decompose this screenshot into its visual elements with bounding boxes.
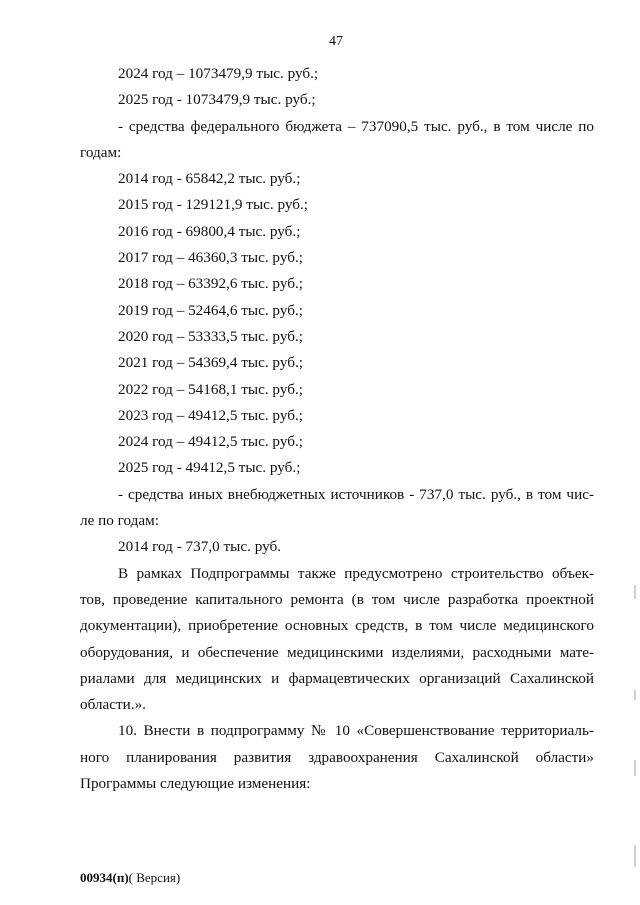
text-line: 2024 год – 1073479,9 тыс. руб.; [118,65,319,82]
text-line: 2022 год – 54168,1 тыс. руб.; [118,380,303,398]
text-line: 2014 год - 65842,2 тыс. руб.; [118,170,301,188]
text-line: 2025 год - 1073479,9 тыс. руб.; [118,91,316,109]
text-line: 2023 год – 49412,5 тыс. руб.; [118,406,303,424]
scan-edge-mark [634,760,636,776]
text-line: - средства федерального бюджета – 737090,5 тыс. руб., в том числе по [118,117,594,135]
page-number: 47 [329,34,343,49]
scan-edge-mark [634,585,636,599]
text-line: области.». [80,696,146,714]
document-body [80,61,594,797]
scan-edge-mark [634,845,636,867]
text-line: 2015 год - 129121,9 тыс. руб.; [118,196,309,214]
text-line: ле по годам: [80,512,159,530]
scan-edge-mark [634,690,636,700]
text-line: годам: [80,143,122,161]
text-line: 2018 год – 63392,6 тыс. руб.; [118,275,303,293]
text-line: оборудования, и обеспечение медицинскими изделиями, расходными мате- [80,643,594,661]
text-line: риалами для медицинских и фармацевтических организаций Сахалинской [80,669,594,687]
text-line: ного планирования развития здравоохранения Сахалинской области» [80,748,594,766]
text-line: 2017 год – 46360,3 тыс. руб.; [118,249,303,267]
text-line: - средства иных внебюджетных источников - 737,0 тыс. руб., в том чис- [118,485,594,503]
text-line: Программы следующие изменения: [80,775,311,793]
text-line: В рамках Подпрограммы также предусмотрено строительство объек- [118,564,594,582]
text-line: 2021 год – 54369,4 тыс. руб.; [118,354,303,372]
text-line: 2016 год - 69800,4 тыс. руб.; [118,222,301,240]
text-line: 2024 год – 49412,5 тыс. руб.; [118,433,303,451]
text-line: 2020 год – 53333,5 тыс. руб.; [118,327,303,345]
text-line: документации), приобретение основных средств, в том числе медицинского [80,617,594,635]
text-line: 2014 год - 737,0 тыс. руб. [118,538,282,556]
text-line: тов, проведение капитального ремонта (в том числе разработка проектной [80,590,594,608]
text-line: 10. Внести в подпрограмму № 10 «Совершенствование территориаль- [118,722,594,740]
text-line: 2019 год – 52464,6 тыс. руб.; [118,301,303,319]
document-footer [80,870,180,886]
document-version: ( Версия) [128,870,181,885]
text-line: 2025 год - 49412,5 тыс. руб.; [118,459,301,477]
document-code: 00934(п) [80,870,129,885]
